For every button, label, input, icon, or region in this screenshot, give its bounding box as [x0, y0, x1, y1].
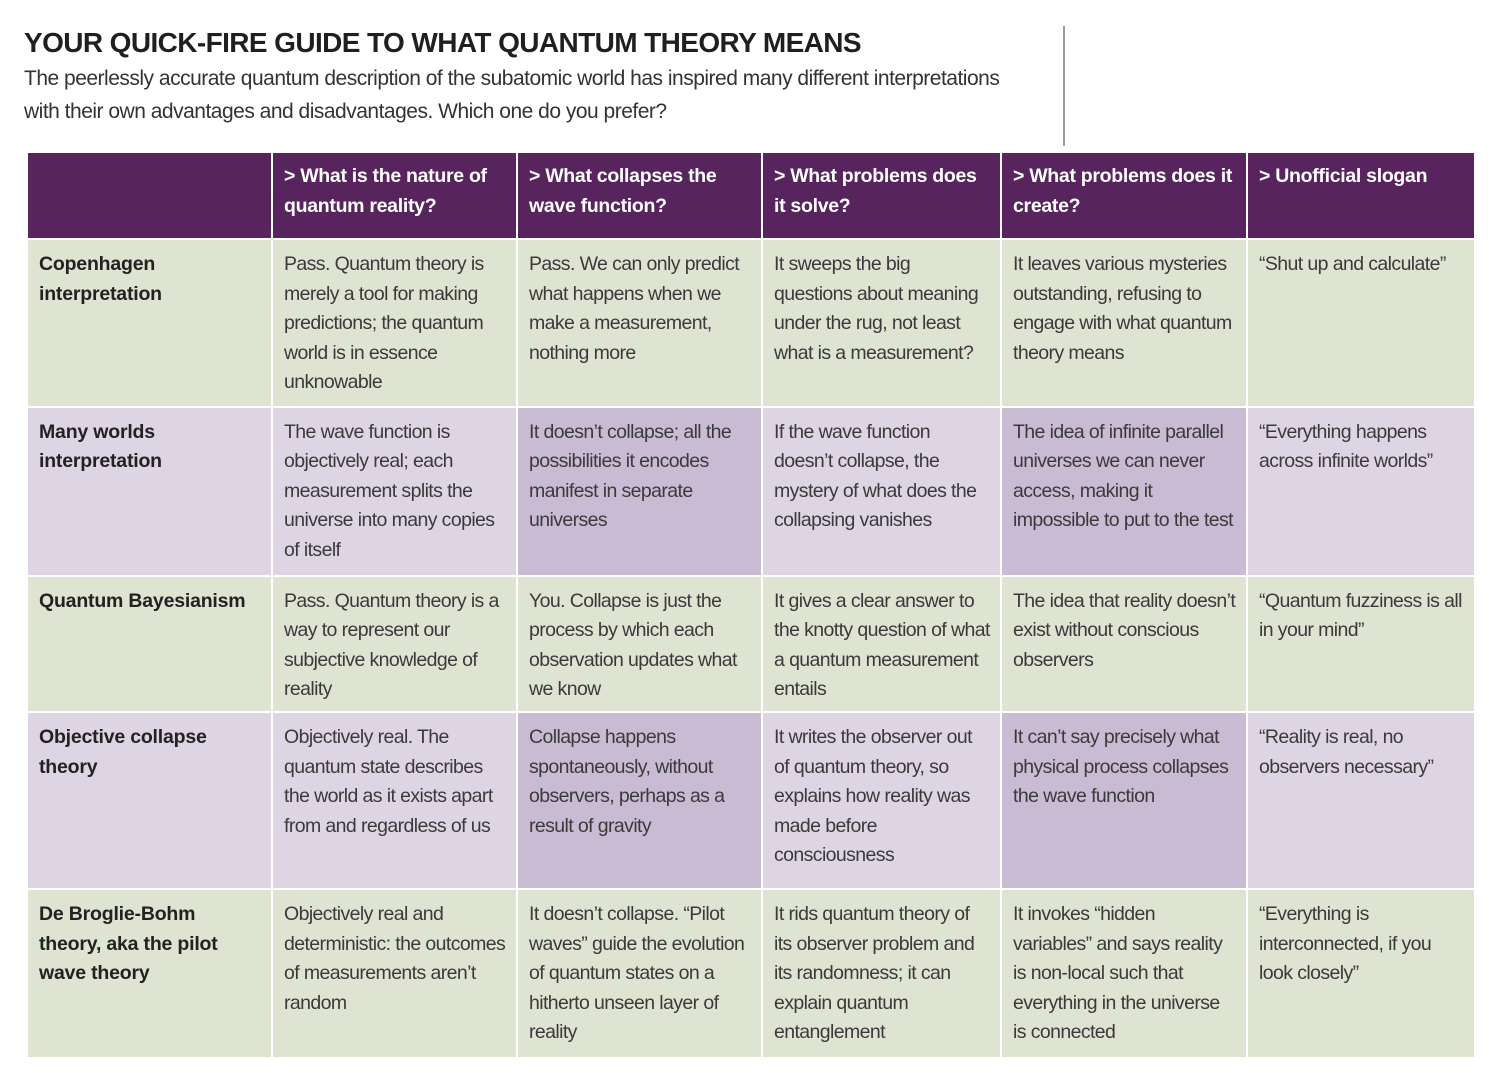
cell-nature: Objectively real. The quantum state describes the world as it exists apart from and regardless of us: [272, 712, 517, 889]
table-row-copenhagen: [27, 239, 1475, 407]
cell-creates: The idea of infinite parallel universes we can never access, making it impossible to put to the test: [1001, 407, 1247, 576]
cell-nature: Objectively real and deterministic: the outcomes of measurements aren’t random: [272, 889, 517, 1058]
cell-collapse: You. Collapse is just the process by which each observation updates what we know: [517, 576, 762, 713]
cell-creates: It leaves various mysteries outstanding, refusing to engage with what quantum theory means: [1001, 239, 1247, 407]
cell-solves: It rids quantum theory of its observer problem and its randomness; it can explain quantum entanglement: [762, 889, 1001, 1058]
cell-slogan: “Quantum fuzziness is all in your mind”: [1247, 576, 1475, 713]
cell-collapse: It doesn’t collapse. “Pilot waves” guide the evolution of quantum states on a hitherto unseen layer of reality: [517, 889, 762, 1058]
interpretations-table: [26, 151, 1476, 1059]
vertical-divider: [1063, 26, 1065, 146]
header-collapse: > What collapses the wave function?: [517, 152, 762, 239]
cell-creates: The idea that reality doesn’t exist without conscious observers: [1001, 576, 1247, 713]
cell-slogan: “Everything happens across infinite worlds”: [1247, 407, 1475, 576]
row-label: Quantum Bayesianism: [27, 576, 272, 713]
header-slogan: > Unofficial slogan: [1247, 152, 1475, 239]
cell-solves: It writes the observer out of quantum theory, so explains how reality was made before consciousness: [762, 712, 1001, 889]
cell-slogan: “Reality is real, no observers necessary”: [1247, 712, 1475, 889]
cell-nature: The wave function is objectively real; each measurement splits the universe into many copies of itself: [272, 407, 517, 576]
cell-creates: It invokes “hidden variables” and says reality is non-local such that everything in the universe is connected: [1001, 889, 1247, 1058]
row-label: Many worlds interpretation: [27, 407, 272, 576]
row-label: Copenhagen interpretation: [27, 239, 272, 407]
cell-solves: If the wave function doesn’t collapse, the mystery of what does the collapsing vanishes: [762, 407, 1001, 576]
cell-solves: It sweeps the big questions about meaning under the rug, not least what is a measurement?: [762, 239, 1001, 407]
header-nature: > What is the nature of quantum reality?: [272, 152, 517, 239]
table-header-row: [27, 152, 1475, 239]
cell-collapse: Collapse happens spontaneously, without observers, perhaps as a result of gravity: [517, 712, 762, 889]
table-row-many-worlds: [27, 407, 1475, 576]
cell-slogan: “Shut up and calculate”: [1247, 239, 1475, 407]
cell-nature: Pass. Quantum theory is merely a tool for making predictions; the quantum world is in essence unknowable: [272, 239, 517, 407]
cell-nature: Pass. Quantum theory is a way to represent our subjective knowledge of reality: [272, 576, 517, 713]
cell-solves: It gives a clear answer to the knotty question of what a quantum measurement entails: [762, 576, 1001, 713]
table-row-objective-collapse: [27, 712, 1475, 889]
table-row-qbism: [27, 576, 1475, 713]
cell-slogan: “Everything is interconnected, if you look closely”: [1247, 889, 1475, 1058]
cell-collapse: Pass. We can only predict what happens when we make a measurement, nothing more: [517, 239, 762, 407]
table-row-pilot-wave: [27, 889, 1475, 1058]
header-solves: > What problems does it solve?: [762, 152, 1001, 239]
page-subtitle: The peerlessly accurate quantum description of the subatomic world has inspired many different interpretations with their own advantages and disadvantages. Which one do you prefer?: [24, 67, 1000, 123]
cell-collapse: It doesn’t collapse; all the possibilities it encodes manifest in separate universes: [517, 407, 762, 576]
header-creates: > What problems does it create?: [1001, 152, 1247, 239]
row-label: De Broglie-Bohm theory, aka the pilot wave theory: [27, 889, 272, 1058]
header-corner-cell: [27, 152, 272, 239]
row-label: Objective collapse theory: [27, 712, 272, 889]
cell-creates: It can’t say precisely what physical process collapses the wave function: [1001, 712, 1247, 889]
page-title: YOUR QUICK-FIRE GUIDE TO WHAT QUANTUM THEORY MEANS: [24, 27, 861, 58]
